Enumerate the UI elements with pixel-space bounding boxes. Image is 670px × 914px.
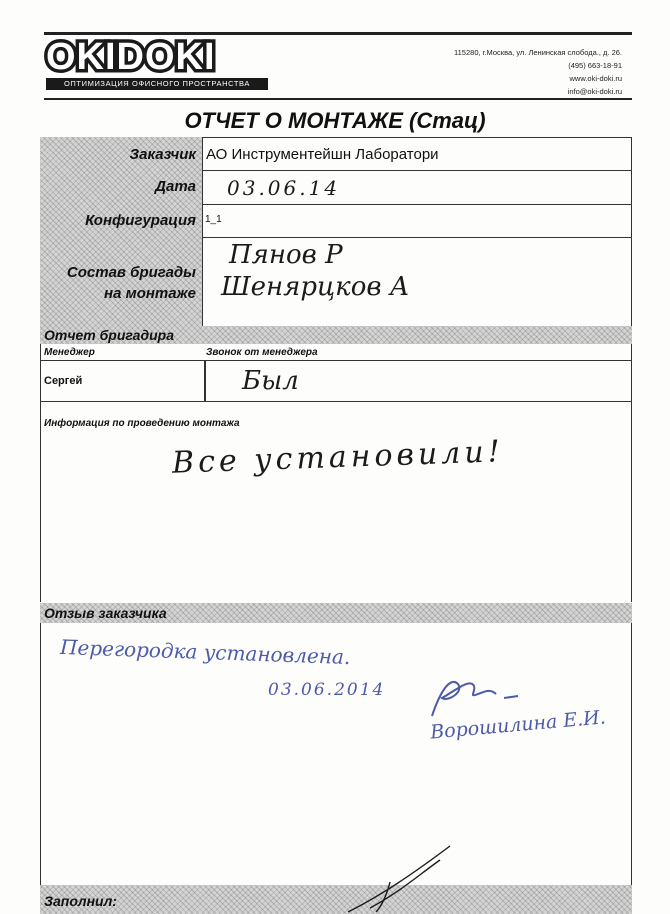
- company-contacts: [454, 46, 622, 98]
- date-value: 03.06.14: [227, 176, 341, 200]
- company-logo: OKIDOKI: [46, 36, 216, 78]
- page-title: ОТЧЕТ О МОНТАЖЕ (Стац): [184, 108, 486, 133]
- header-bottom-rule: [44, 98, 632, 100]
- company-phone: (495) 663-18-91: [568, 61, 622, 70]
- crew-member-2: Шенярцков А: [221, 272, 410, 302]
- config-label: Конфигурация: [85, 212, 196, 229]
- mounting-info-box: [40, 402, 632, 602]
- config-value: 1_1: [205, 214, 222, 225]
- call-value: Был: [242, 366, 299, 396]
- foreman-section-label: Отчет бригадира: [44, 327, 175, 343]
- header-rule: [44, 32, 632, 35]
- company-email: info@oki-doki.ru: [567, 87, 622, 96]
- feedback-date: 03.06.2014: [268, 680, 386, 700]
- footer-bar: [40, 885, 632, 914]
- filled-by-label: Заполнил:: [44, 893, 117, 909]
- signature-name: Ворошилина Е.И.: [429, 706, 607, 744]
- crew-label-line1: Состав бригады: [66, 264, 196, 281]
- crew-field: [202, 237, 632, 327]
- call-label: Звонок от менеджера: [206, 347, 318, 358]
- foreman-subheader: [40, 344, 632, 360]
- customer-label: Заказчик: [129, 146, 196, 163]
- feedback-text: Перегородка установлена.: [59, 634, 351, 670]
- filler-signature: [340, 842, 460, 914]
- company-address: 115280, г.Москва, ул. Ленинская слобода., д. 26.: [454, 48, 622, 57]
- crew-member-1: Пянов Р: [229, 240, 343, 270]
- company-tagline: ОПТИМИЗАЦИЯ ОФИСНОГО ПРОСТРАНСТВА: [46, 78, 268, 90]
- mounting-info-label: Информация по проведению монтажа: [44, 418, 240, 429]
- foreman-row: [40, 360, 632, 402]
- date-label: Дата: [155, 178, 196, 195]
- crew-label: [44, 262, 196, 304]
- customer-field: [202, 137, 632, 171]
- manager-value: Сергей: [44, 375, 83, 387]
- company-site: www.oki-doki.ru: [569, 74, 622, 83]
- crew-label-line2: на монтаже: [104, 285, 196, 302]
- date-field: [202, 170, 632, 205]
- mounting-info-value: Все установили!: [171, 434, 505, 481]
- feedback-section-label: Отзыв заказчика: [44, 605, 167, 621]
- manager-label: Менеджер: [44, 347, 95, 358]
- config-field: [202, 204, 632, 238]
- customer-value: АО Инструментейшн Лаборатори: [206, 146, 439, 163]
- foreman-row-divider: [204, 360, 206, 402]
